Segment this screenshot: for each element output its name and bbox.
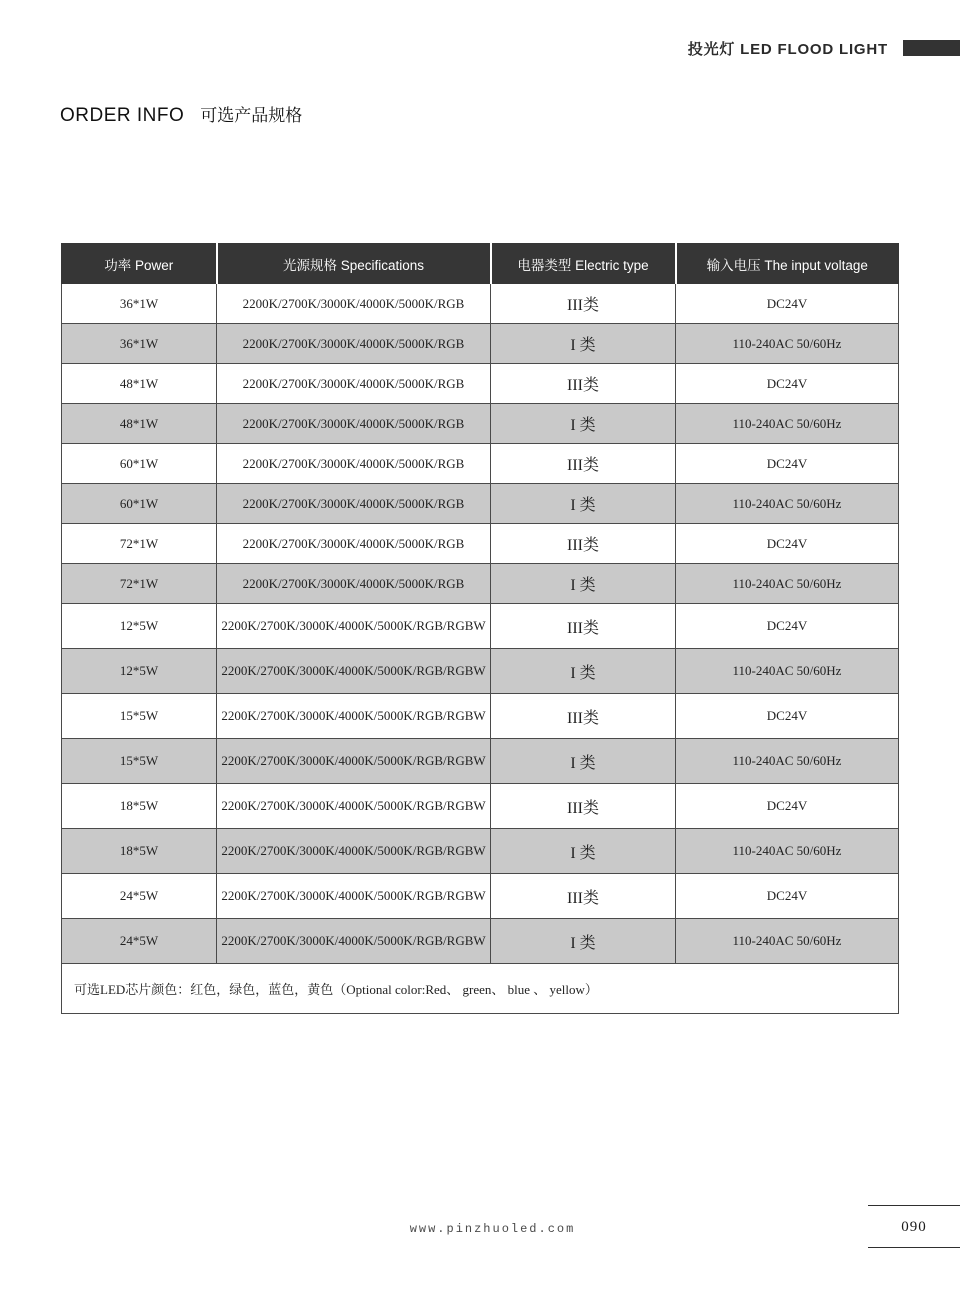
cell-power: 48*1W [62,364,217,404]
cell-voltage: DC24V [676,784,899,829]
cell-voltage: 110-240AC 50/60Hz [676,829,899,874]
cell-power: 24*5W [62,874,217,919]
cell-type: III类 [491,604,676,649]
cell-type: III类 [491,784,676,829]
cell-power: 15*5W [62,739,217,784]
category-accent-bar [903,40,960,56]
cell-spec: 2200K/2700K/3000K/4000K/5000K/RGB/RGBW [217,739,491,784]
cell-voltage: 110-240AC 50/60Hz [676,919,899,964]
col-header-input-voltage: 输入电压 The input voltage [676,244,899,284]
cell-power: 18*5W [62,784,217,829]
section-title [60,101,302,127]
website-url: www.pinzhuoled.com [409,1222,576,1236]
cell-type: III类 [491,874,676,919]
cell-spec: 2200K/2700K/3000K/4000K/5000K/RGB/RGBW [217,919,491,964]
cell-type: I 类 [491,404,676,444]
page-number: 090 [868,1205,960,1248]
spec-table-body [62,284,899,964]
cell-power: 36*1W [62,284,217,324]
cell-spec: 2200K/2700K/3000K/4000K/5000K/RGB [217,284,491,324]
cell-power: 18*5W [62,829,217,874]
cell-spec: 2200K/2700K/3000K/4000K/5000K/RGB/RGBW [217,604,491,649]
cell-type: I 类 [491,649,676,694]
cell-spec: 2200K/2700K/3000K/4000K/5000K/RGB/RGBW [217,784,491,829]
note-row [62,964,899,1014]
cell-spec: 2200K/2700K/3000K/4000K/5000K/RGB/RGBW [217,694,491,739]
table-row [62,829,899,874]
cell-power: 60*1W [62,444,217,484]
cell-voltage: 110-240AC 50/60Hz [676,739,899,784]
spec-table-footer [62,964,899,1014]
cell-spec: 2200K/2700K/3000K/4000K/5000K/RGB [217,324,491,364]
cell-power: 72*1W [62,524,217,564]
cell-voltage: DC24V [676,874,899,919]
col-header-electric-type: 电器类型 Electric type [491,244,676,284]
table-row [62,739,899,784]
cell-type: III类 [491,284,676,324]
category-title: 投光灯 LED FLOOD LIGHT [687,41,888,58]
cell-type: III类 [491,524,676,564]
cell-type: I 类 [491,564,676,604]
spec-table-header [62,244,899,284]
table-row [62,919,899,964]
table-row [62,694,899,739]
table-row [62,444,899,484]
section-title-zh: 可选产品规格 [200,106,303,125]
cell-spec: 2200K/2700K/3000K/4000K/5000K/RGB [217,484,491,524]
table-row [62,604,899,649]
cell-voltage: DC24V [676,364,899,404]
cell-spec: 2200K/2700K/3000K/4000K/5000K/RGB/RGBW [217,829,491,874]
table-row [62,364,899,404]
cell-spec: 2200K/2700K/3000K/4000K/5000K/RGB/RGBW [217,649,491,694]
cell-power: 36*1W [62,324,217,364]
cell-power: 15*5W [62,694,217,739]
cell-voltage: DC24V [676,444,899,484]
table-row [62,404,899,444]
cell-spec: 2200K/2700K/3000K/4000K/5000K/RGB/RGBW [217,874,491,919]
spec-table [61,243,899,1014]
cell-voltage: DC24V [676,694,899,739]
table-row [62,324,899,364]
cell-spec: 2200K/2700K/3000K/4000K/5000K/RGB [217,564,491,604]
cell-type: I 类 [491,324,676,364]
cell-power: 24*5W [62,919,217,964]
cell-voltage: DC24V [676,524,899,564]
header-row [62,244,899,284]
cell-type: I 类 [491,829,676,874]
cell-power: 12*5W [62,649,217,694]
cell-voltage: 110-240AC 50/60Hz [676,484,899,524]
cell-type: I 类 [491,739,676,784]
cell-spec: 2200K/2700K/3000K/4000K/5000K/RGB [217,444,491,484]
cell-power: 48*1W [62,404,217,444]
table-row [62,564,899,604]
cell-type: I 类 [491,484,676,524]
table-row [62,524,899,564]
cell-spec: 2200K/2700K/3000K/4000K/5000K/RGB [217,404,491,444]
cell-voltage: DC24V [676,604,899,649]
cell-power: 12*5W [62,604,217,649]
table-row [62,649,899,694]
table-row [62,874,899,919]
cell-type: I 类 [491,919,676,964]
optional-color-note: 可选LED芯片颜色：红色，绿色，蓝色，黄色（Optional color:Red、 green、 blue 、 yellow） [62,964,899,1014]
cell-power: 72*1W [62,564,217,604]
cell-type: III类 [491,364,676,404]
cell-voltage: 110-240AC 50/60Hz [676,649,899,694]
section-title-en: ORDER INFO [60,105,185,126]
cell-type: III类 [491,694,676,739]
cell-voltage: 110-240AC 50/60Hz [676,404,899,444]
col-header-power: 功率 Power [62,244,217,284]
cell-spec: 2200K/2700K/3000K/4000K/5000K/RGB [217,524,491,564]
cell-voltage: 110-240AC 50/60Hz [676,324,899,364]
table-row [62,784,899,829]
cell-type: III类 [491,444,676,484]
table-row [62,284,899,324]
cell-voltage: 110-240AC 50/60Hz [676,564,899,604]
table-row [62,484,899,524]
cell-voltage: DC24V [676,284,899,324]
cell-power: 60*1W [62,484,217,524]
cell-spec: 2200K/2700K/3000K/4000K/5000K/RGB [217,364,491,404]
col-header-specifications: 光源规格 Specifications [217,244,491,284]
